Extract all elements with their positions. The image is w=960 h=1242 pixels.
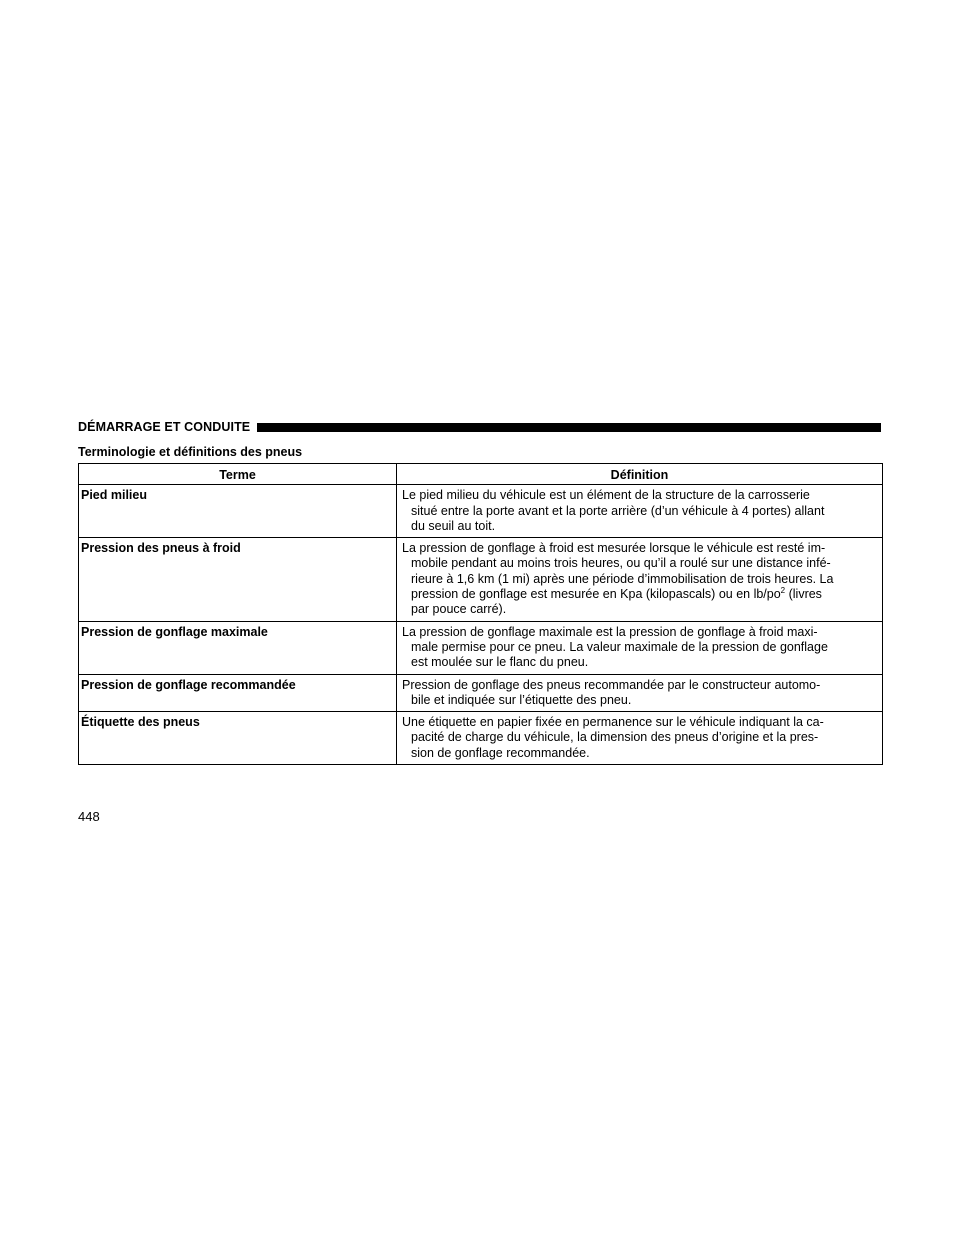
column-header-term: Terme: [79, 464, 397, 485]
term-cell: Pression de gonflage recommandée: [79, 674, 397, 712]
definition-line: La pression de gonflage maximale est la pression de gonflage à froid maxi-: [402, 624, 818, 639]
definition-text: (livres: [785, 587, 822, 602]
definition-line: mobile pendant au moins trois heures, ou qu’il a roulé sur une distance infé-: [411, 556, 831, 571]
definition-line: male permise pour ce pneu. La valeur maximale de la pression de gonflage: [411, 639, 828, 654]
table-row: [79, 674, 883, 712]
definition-cell: [397, 621, 883, 674]
table-row: [79, 485, 883, 538]
table-row: [79, 712, 883, 765]
document-title: Terminologie et définitions des pneus: [78, 445, 303, 459]
definition-line: rieure à 1,6 km (1 mi) après une période d’immobilisation de trois heures. La: [411, 571, 834, 586]
definition-cell: [397, 674, 883, 712]
term-cell: Pied milieu: [79, 485, 397, 538]
table-row: [79, 538, 883, 621]
superscript: 2: [780, 585, 786, 595]
section-header: [78, 419, 881, 435]
definition-line: situé entre la porte avant et la porte arrière (d’un véhicule à 4 portes) allant: [411, 503, 825, 518]
definition-line: Pression de gonflage des pneus recommandée par le constructeur automo-: [402, 677, 821, 692]
definition-cell: [397, 538, 883, 621]
definition-line: est moulée sur le flanc du pneu.: [411, 655, 589, 670]
definition-line: Une étiquette en papier fixée en permanence sur le véhicule indiquant la ca-: [402, 715, 824, 730]
definition-line: bile et indiquée sur l’étiquette des pneu.: [411, 692, 632, 707]
definition-line: La pression de gonflage à froid est mesurée lorsque le véhicule est resté im-: [402, 541, 826, 556]
definition-line: du seuil au toit.: [411, 518, 496, 533]
section-title: DÉMARRAGE ET CONDUITE: [78, 420, 251, 434]
column-header-definition: Définition: [397, 464, 883, 485]
definition-cell: [397, 712, 883, 765]
definition-text: pression de gonflage est mesurée en Kpa (kilopascals) ou en lb/po: [411, 587, 781, 602]
definition-line: [402, 587, 878, 602]
definition-line: sion de gonflage recommandée.: [411, 745, 590, 760]
term-cell: Étiquette des pneus: [79, 712, 397, 765]
terminology-table: [78, 463, 883, 765]
page-number: 448: [78, 809, 100, 824]
table-header-row: [79, 464, 883, 485]
term-cell: Pression des pneus à froid: [79, 538, 397, 621]
definition-line: Le pied milieu du véhicule est un élément de la structure de la carrosserie: [402, 488, 810, 503]
term-cell: Pression de gonflage maximale: [79, 621, 397, 674]
table-row: [79, 621, 883, 674]
definition-cell: [397, 485, 883, 538]
definition-line: par pouce carré).: [411, 602, 507, 617]
definition-line: pacité de charge du véhicule, la dimension des pneus d’origine et la pres-: [411, 730, 819, 745]
section-header-bar: [257, 423, 881, 432]
